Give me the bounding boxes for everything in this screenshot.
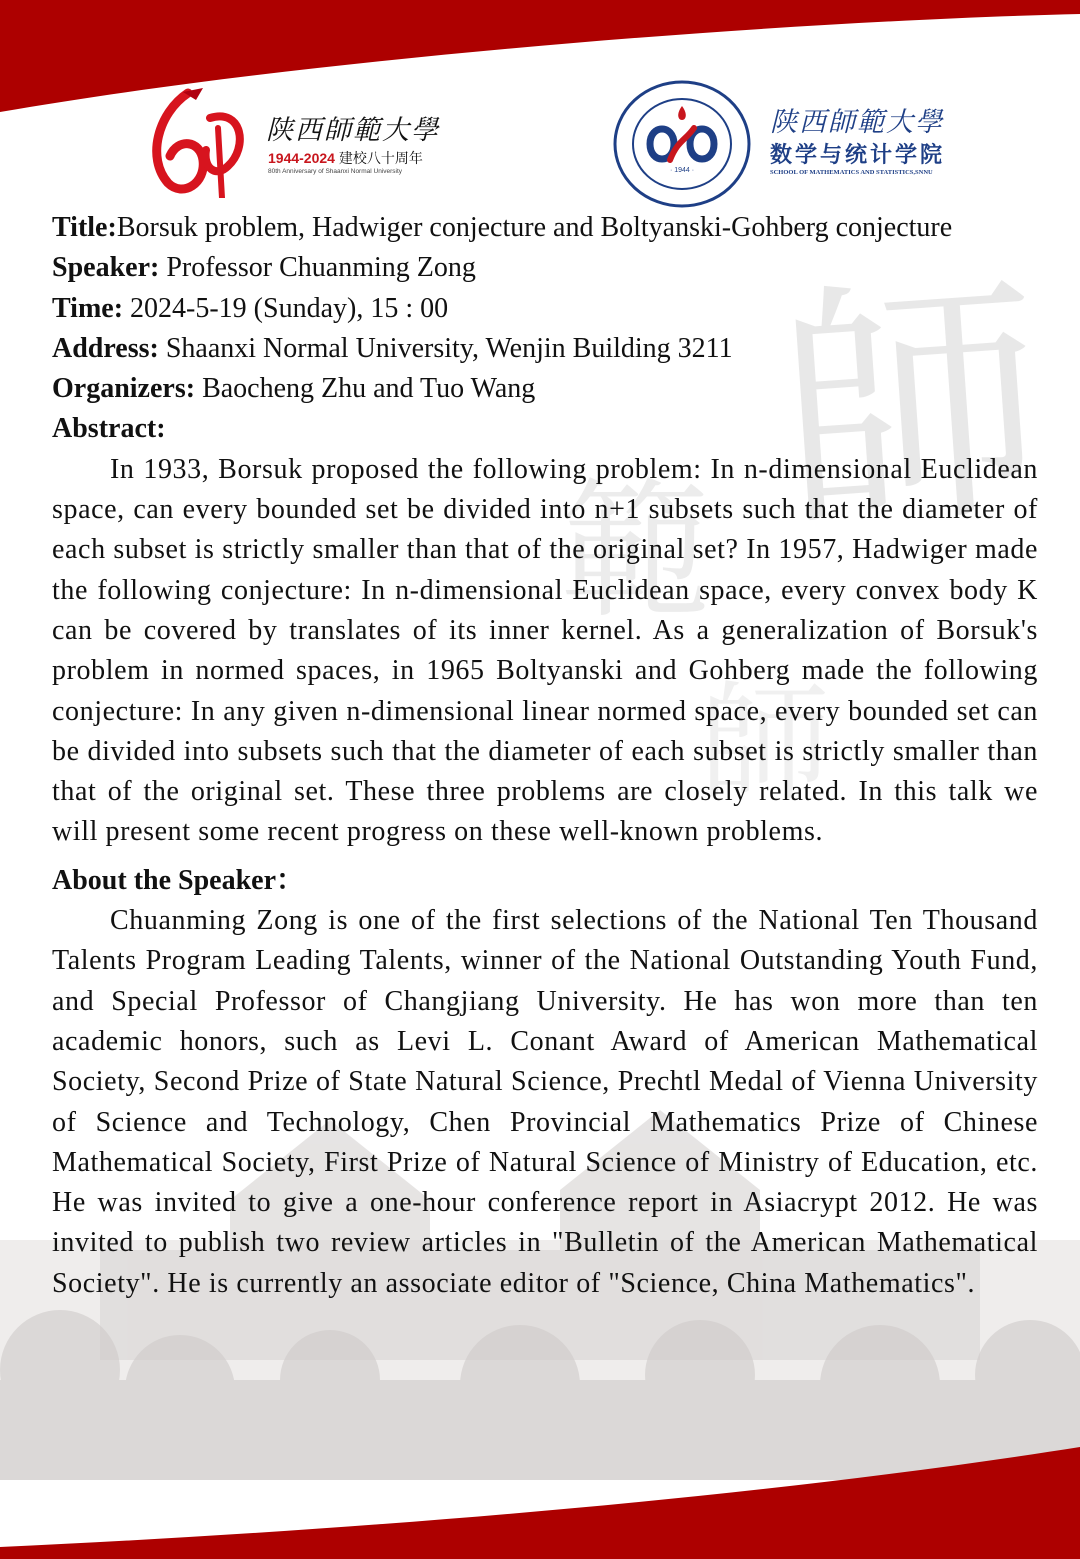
school-seal-icon [612, 80, 760, 208]
calligraphy-watermark: 師 [700, 668, 831, 820]
calligraphy-watermark: 範 [560, 465, 711, 639]
anniversary-caption: 80th Anniversary of Shaanxi Normal University [268, 168, 403, 175]
calligraphy-watermark: 師 [771, 249, 1052, 569]
university-name-cn: 陕西師範大學 [266, 115, 440, 146]
80-ribbon-emblem-icon [148, 88, 248, 198]
talk-organizers: Organizers: Baocheng Zhu and Tuo Wang [52, 373, 536, 405]
bottom-red-band [0, 1419, 1080, 1559]
abstract-text: In 1933, Borsuk proposed the following problem: In n-dimensional Euclidean space, can every bounded set be divided into n+1 subsets such that the diameter of each subset is strictly smaller than that of the original set? In 1957, Hadwiger made the following conjecture: In n-dimensional Euclidean space, every convex body K can be covered by translates of its inner kernel. As a generalization of Borsuk's problem in normed spaces, in 1965 Boltyanski and Gohberg made the following conjecture: In any given n-dimensional linear normed space, every bounded set can be divided into subsets such that the diameter of each subset is strictly smaller than that of the original set. These three problems are closely related. In this talk we will present some recent progress on these well-known problems. [52, 453, 1038, 848]
abstract-heading: Abstract: [52, 413, 166, 445]
school-name-en: SCHOOL OF MATHEMATICS AND STATISTICS,SNNU [770, 169, 933, 176]
anniversary-years: 1944-2024 建校八十周年 [268, 150, 423, 166]
talk-title: Title:Borsuk problem, Hadwiger conjecture and Boltyanski-Gohberg conjecture [52, 212, 953, 243]
talk-announcement [52, 208, 1038, 1304]
talk-speaker: Speaker: Professor Chuanming Zong [52, 252, 476, 284]
talk-time: Time: 2024-5-19 (Sunday), 15 : 00 [52, 292, 449, 324]
school-logo [612, 80, 962, 200]
school-name-cn: 数学与统计学院 [770, 143, 946, 168]
university-name-cn: 陕西師範大學 [770, 107, 944, 138]
svg-text:· 1944 ·: · 1944 · [669, 167, 695, 174]
anniversary-logo [148, 88, 448, 198]
about-speaker-heading: About the Speaker： [52, 864, 305, 896]
talk-address: Address: Shaanxi Normal University, Wenjin Building 3211 [52, 332, 733, 364]
about-speaker-text: Chuanming Zong is one of the first selections of the National Ten Thousand Talents Program Leading Talents, winner of the National Outstanding Youth Fund, and Special Professor of Changjiang University. He has won more than ten academic honors, such as Levi L. Conant Award of American Mathematical Society, Second Prize of State Natural Science, Prechtl Medal of Vienna University of Science and Technology, Chen Provincial Mathematics Prize of Chinese Mathematical Society, First Prize of Natural Science of Ministry of Education, etc. He was invited to give a one-hour conference report in Asiacrypt 2012. He was invited to publish two review articles in "Bulletin of the American Mathematical Society". He is currently an associate editor of "Science, China Mathematics". [52, 905, 1038, 1299]
